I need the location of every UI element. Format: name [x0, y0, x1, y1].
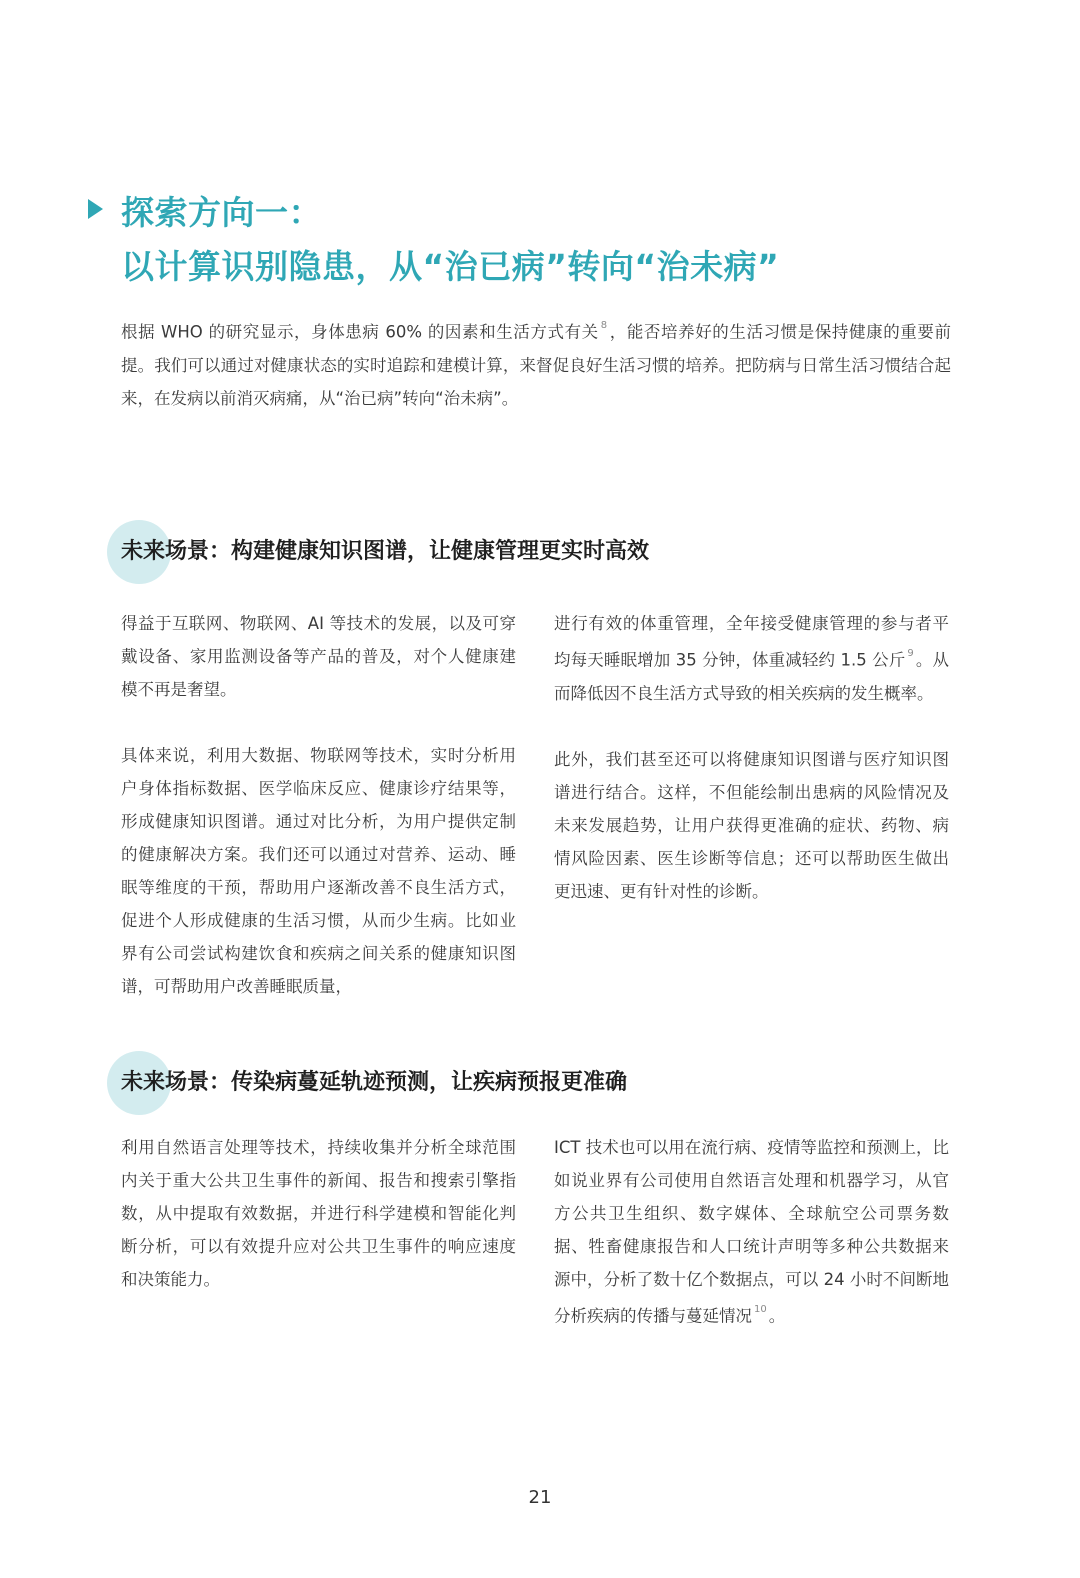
scene1-right-column [554, 607, 949, 908]
scene2-title: 未来场景：传染病蔓延轨迹预测，让疾病预报更准确 [121, 1070, 628, 1095]
section-arrow-icon [88, 199, 103, 219]
scene1-left-column [121, 607, 516, 1003]
scene1-right-paragraph-1 [554, 607, 949, 710]
scene2-right-text-part1: ICT 技术也可以用在流行病、疫情等监控和预测上，比如说业界有公司使用自然语言处理和机器学习，从官方公共卫生组织、数字媒体、全球航空公司票务数据、牲畜健康报告和人口统计声明等多种公共数据来源中，分析了数十亿个数据点，可以 24 小时不间断地分析疾病的传播与蔓延情况 [554, 1138, 949, 1326]
intro-text-part2: ，能否培养好的生活习惯是保持健康的重要前提。我们可以通过对健康状态的实时追踪和建模计算，来督促良好生活习惯的培养。把防病与日常生活习惯结合起来，在发病以前消灭病痛，从“治已病”转向“治未病”。 [121, 322, 951, 408]
scene1-right-text-part2: 。从而降低因不良生活方式导致的相关疾病的发生概率。 [554, 650, 950, 703]
scene1-right-paragraph-2: 此外，我们甚至还可以将健康知识图谱与医疗知识图谱进行结合。这样，不但能绘制出患病的风险情况及未来发展趋势，让用户获得更准确的症状、药物、病情风险因素、医生诊断等信息；还可以帮助医生做出更迅速、更有针对性的诊断。 [554, 749, 949, 901]
scene2-right-paragraph-1 [554, 1131, 949, 1333]
footnote-ref-8[interactable]: 8 [600, 320, 608, 331]
scene1-title: 未来场景：构建健康知识图谱，让健康管理更实时高效 [121, 539, 650, 564]
section-heading [121, 186, 779, 294]
scene2-right-column [554, 1131, 949, 1333]
page-number: 21 [528, 1487, 552, 1508]
scene1-left-paragraph-1: 得益于互联网、物联网、AI 等技术的发展，以及可穿戴设备、家用监测设备等产品的普及，对个人健康建模不再是奢望。 [121, 614, 516, 699]
section-title-line2: 以计算识别隐患，从“治已病”转向“治未病” [121, 247, 780, 286]
footnote-ref-10[interactable]: 10 [754, 1304, 767, 1315]
scene2-left-column [121, 1131, 516, 1296]
scene2-left-paragraph-1: 利用自然语言处理等技术，持续收集并分析全球范围内关于重大公共卫生事件的新闻、报告和搜索引擎指数，从中提取有效数据，并进行科学建模和智能化判断分析，可以有效提升应对公共卫生事件的响应速度和决策能力。 [121, 1138, 516, 1289]
footnote-ref-9[interactable]: 9 [907, 648, 914, 659]
intro-text-part1: 根据 WHO 的研究显示，身体患病 60% 的因素和生活方式有关 [121, 322, 599, 342]
section-title-line1: 探索方向一： [121, 193, 322, 232]
scene2-right-text-part2: 。 [768, 1306, 786, 1326]
scene1-left-paragraph-2: 具体来说，利用大数据、物联网等技术，实时分析用户身体指标数据、医学临床反应、健康诊疗结果等，形成健康知识图谱。通过对比分析，为用户提供定制的健康解决方案。我们还可以通过对营养、运动、睡眠等维度的干预，帮助用户逐渐改善不良生活方式，促进个人形成健康的生活习惯，从而少生病。比如业界有公司尝试构建饮食和疾病之间关系的健康知识图谱，可帮助用户改善睡眠质量， [121, 746, 516, 996]
scene1-right-text-part1: 进行有效的体重管理，全年接受健康管理的参与者平均每天睡眠增加 35 分钟，体重减轻约 1.5 公斤 [554, 614, 949, 670]
intro-paragraph [121, 312, 951, 415]
